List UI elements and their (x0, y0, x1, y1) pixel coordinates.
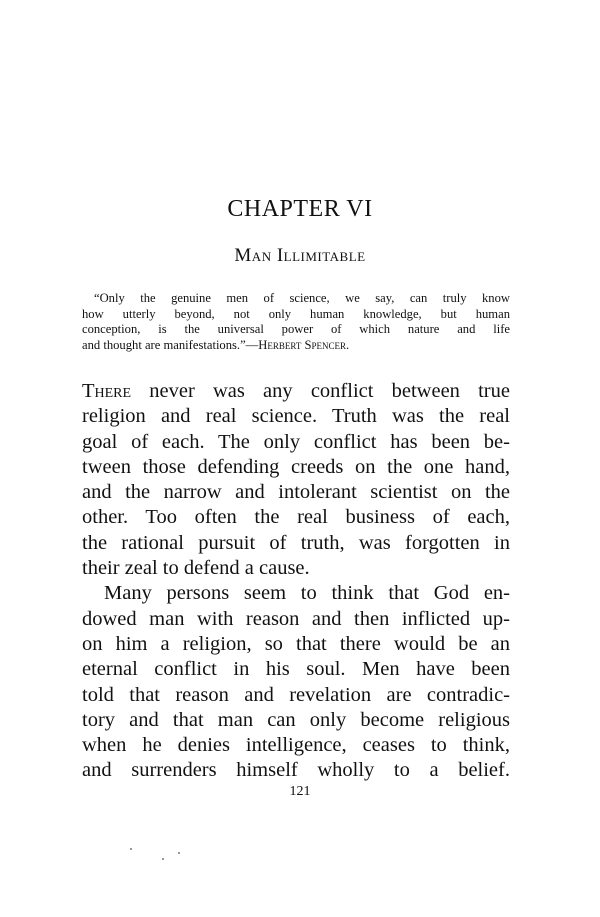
epigraph-attribution: Herbert Spencer. (258, 337, 350, 352)
epigraph (82, 291, 510, 353)
paragraph-2-line: when he denies intelligence, ceases to think, (82, 734, 510, 757)
body-text (82, 379, 510, 784)
paragraph-1-line: the rational pursuit of truth, was forgotten in (82, 531, 510, 554)
paragraph-1-line: their zeal to defend a cause. (82, 557, 310, 580)
lead-word: There (82, 380, 132, 402)
scan-speck (130, 848, 132, 850)
paragraph-1-line: and the narrow and intolerant scientist on the (82, 481, 510, 504)
paragraph-1-line: other. Too often the real business of each, (82, 506, 510, 529)
scan-speck (178, 852, 180, 854)
epigraph-line: conception, is the universal power of which nature and life (82, 322, 510, 336)
paragraph-1-line: goal of each. The only conflict has been be- (82, 430, 510, 453)
paragraph-2-line: eternal conflict in his soul. Men have been (82, 658, 510, 681)
chapter-heading: CHAPTER VI (227, 196, 373, 222)
epigraph-last-line (82, 338, 510, 354)
paragraph-2-line: told that reason and revelation are contradic- (82, 683, 510, 706)
paragraph-2-line: and surrenders himself wholly to a belief. (82, 759, 510, 782)
paragraph-1-line: tween those defending creeds on the one hand, (82, 455, 510, 478)
page-number: 121 (289, 784, 311, 799)
paragraph-2-line: Many persons seem to think that God en- (104, 582, 510, 605)
paragraph-2-line: dowed man with reason and then inflicted up- (82, 607, 510, 630)
paragraph-2-line: on him a religion, so that there would be an (82, 632, 510, 655)
paragraph-1-line (82, 379, 510, 404)
paragraph-1-line: religion and real science. Truth was the real (82, 405, 510, 428)
line-text: never was any conflict between true (131, 380, 510, 402)
epigraph-line: “Only the genuine men of science, we say, can truly know (94, 291, 510, 305)
epigraph-line: and thought are manifestations.”— (82, 337, 259, 352)
scan-speck (162, 858, 164, 860)
chapter-title: Man Illimitable (234, 245, 366, 266)
epigraph-line: how utterly beyond, not only human knowledge, but human (82, 306, 510, 321)
paragraph-2-line: tory and that man can only become religious (82, 708, 510, 731)
